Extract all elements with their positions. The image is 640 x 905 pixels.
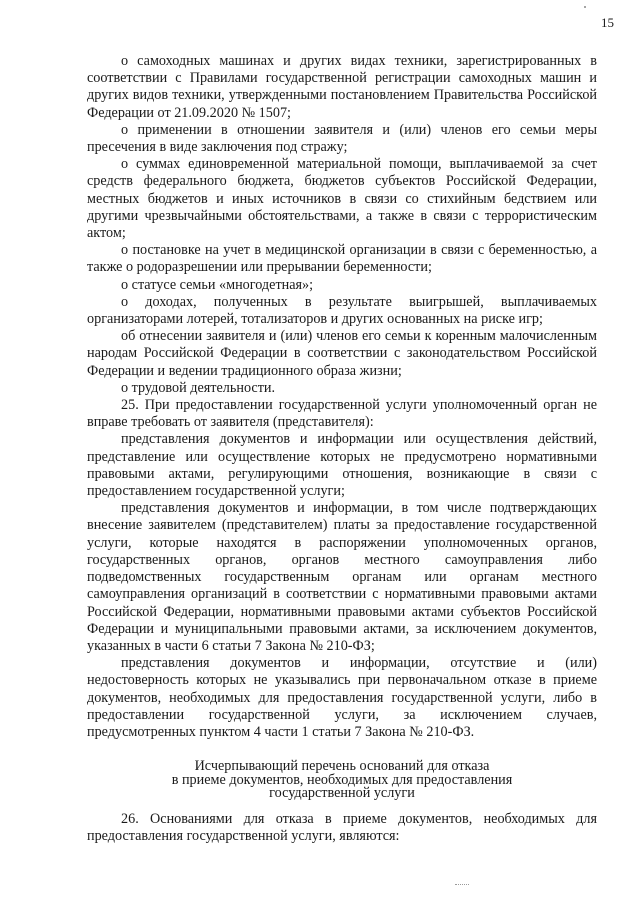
paragraph-clause-25-item-3: представления документов и информации, отсутствие и (или) недостоверность которых не указывались при первоначальном отказе в приеме документов, необходимых для предоставления государственной услуги, либо в предоставлении государственной услуги, за исключением случаев, предусмотренных пунктом 4 части 1 статьи 7 Закона № 210-ФЗ. xyxy=(87,655,597,740)
paragraph-large-family-status: о статусе семьи «многодетная»; xyxy=(121,276,314,293)
page-number: 15 xyxy=(601,15,614,30)
paragraph-material-assistance: о суммах единовременной материальной помощи, выплачиваемой за счет средств федерального бюджета, бюджетов субъектов Российской Федерации, местных бюджетов и иных источников в связи со стихийным бедствием или другими чрезвычайными обстоятельствами, а также в связи с террористическим актом; xyxy=(87,156,597,242)
paragraph-lottery-income: о доходах, полученных в результате выигрышей, выплачиваемых организаторами лотерей, тотализаторов и других основанных на риске игр; xyxy=(87,293,597,328)
paragraph-clause-25-item-1: представления документов и информации или осуществления действий, представление или осуществление которых не предусмотрено нормативными правовыми актами, регулирующими отношения, возникающие в связи с предоставлением государственной услуги; xyxy=(87,431,597,500)
section-heading-line-3: государственной услуги xyxy=(269,785,415,801)
paragraph-pregnancy-registration: о постановке на учет в медицинской организации в связи с беременностью, а также о родоразрешении или прерывании беременности; xyxy=(87,242,597,276)
section-heading-line-1: Исчерпывающий перечень оснований для отказа xyxy=(194,758,490,774)
paragraph-clause-26: 26. Основаниями для отказа в приеме документов, необходимых для предоставления государственной услуги, являются: xyxy=(87,811,597,845)
document-body-continued xyxy=(87,811,597,845)
paragraph-preventive-measure: о применении в отношении заявителя и (или) членов его семьи меры пресечения в виде заключения под стражу; xyxy=(87,121,597,156)
paragraph-labor-activity: о трудовой деятельности. xyxy=(121,379,276,396)
paragraph-indigenous-peoples: об отнесении заявителя и (или) членов его семьи к коренным малочисленным народам Российской Федерации в соответствии с законодательством Российской Федерации и ведении традиционного образа жизни; xyxy=(87,328,597,379)
scan-mark xyxy=(584,6,586,8)
scan-artifact xyxy=(455,884,469,887)
paragraph-self-propelled-machines: о самоходных машинах и других видах техники, зарегистрированных в соответствии с Правилами государственной регистрации самоходных машин и других видов техники, утвержденными постановлением Правительства Российской Федерации от 21.09.2020 № 1507; xyxy=(87,53,597,121)
section-heading xyxy=(87,760,597,801)
section-heading-line-2: в приеме документов, необходимых для предоставления xyxy=(171,771,513,788)
paragraph-clause-25: 25. При предоставлении государственной услуги уполномоченный орган не вправе требовать от заявителя (представителя): xyxy=(87,397,597,431)
paragraph-clause-25-item-2: представления документов и информации, в том числе подтверждающих внесение заявителем (представителем) платы за предоставление государственной услуги, которые находятся в распоряжении уполномоченных органов, государственных органов, органов местного самоуправления либо подведомственных государственным органам или органам местного самоуправления организаций в соответствии с нормативными правовыми актами Российской Федерации, нормативными правовыми актами субъектов Российской Федерации и муниципальными правовыми актами, за исключением документов, указанных в части 6 статьи 7 Закона № 210-ФЗ; xyxy=(87,500,597,654)
document-body xyxy=(87,53,597,741)
